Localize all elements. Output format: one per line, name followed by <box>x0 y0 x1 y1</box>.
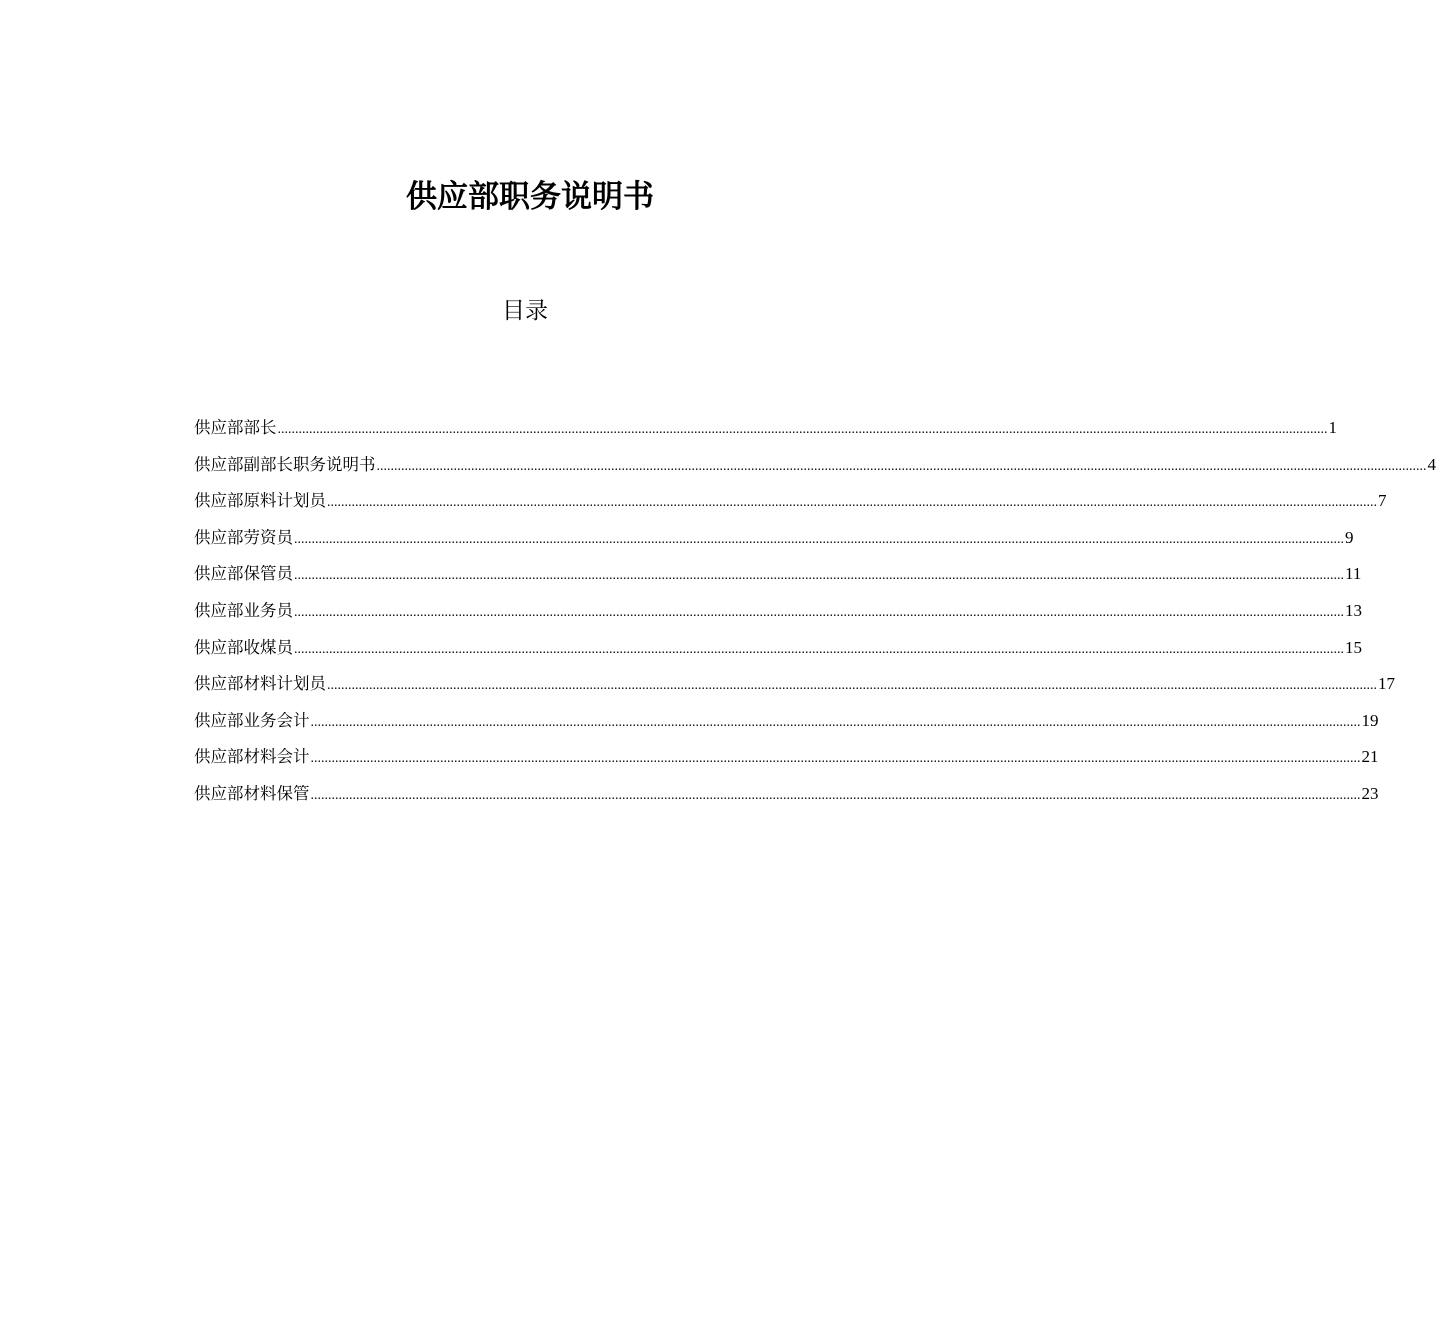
toc-heading: 目录 <box>502 298 548 324</box>
toc-leader-dots: ............................................................................................................................................................................................................................................................................................................ <box>294 604 1344 620</box>
toc-leader-dots: ............................................................................................................................................................................................................................................................................................................ <box>294 568 1344 584</box>
toc-entry-label: 供应部副部长职务说明书 <box>194 454 376 474</box>
toc-entry-label: 供应部部长 <box>194 418 277 437</box>
toc-entry-page: 19 <box>1361 710 1379 730</box>
toc-leader-dots: ............................................................................................................................................................................................................................................................................................................ <box>327 495 1377 511</box>
toc-entry-label: 供应部材料计划员 <box>194 674 326 694</box>
toc-entry[interactable] <box>194 630 1362 667</box>
toc-entry[interactable] <box>194 483 1387 520</box>
document-title: 供应部职务说明书 <box>406 179 654 215</box>
toc-entry-label: 供应部保管员 <box>194 564 293 584</box>
toc-entry-page: 9 <box>1345 527 1354 547</box>
toc-entry-page: 15 <box>1345 637 1362 657</box>
toc-entry[interactable] <box>194 666 1395 703</box>
toc-entry-page: 23 <box>1361 783 1379 803</box>
toc-entry[interactable] <box>194 739 1379 776</box>
toc-entry-page: 13 <box>1345 600 1362 620</box>
toc-entry-label: 供应部业务会计 <box>194 710 310 730</box>
toc-entry-label: 供应部业务员 <box>194 600 293 620</box>
toc-entry-label: 供应部原料计划员 <box>194 491 326 511</box>
toc-entry[interactable] <box>194 593 1362 630</box>
toc-entry[interactable] <box>194 447 1436 484</box>
toc-entry[interactable] <box>194 556 1362 593</box>
toc-entry-label: 供应部收煤员 <box>194 637 293 657</box>
toc-leader-dots: ............................................................................................................................................................................................................................................................................................................ <box>376 458 1427 474</box>
toc-entry[interactable] <box>194 703 1379 740</box>
toc-entry-label: 供应部材料保管 <box>194 783 310 803</box>
toc-leader-dots: ............................................................................................................................................................................................................................................................................................................ <box>294 531 1344 547</box>
toc-leader-dots: ............................................................................................................................................................................................................................................................................................................ <box>310 714 1361 730</box>
toc-leader-dots: ............................................................................................................................................................................................................................................................................................................ <box>310 787 1361 803</box>
toc-entry-page: 11 <box>1345 564 1362 584</box>
toc-entry[interactable] <box>194 520 1354 557</box>
toc-entry[interactable] <box>194 776 1379 813</box>
toc-entry-page: 7 <box>1378 491 1387 511</box>
toc-entry-page: 1 <box>1328 418 1337 437</box>
toc-entry-page: 21 <box>1361 747 1379 767</box>
toc-leader-dots: ............................................................................................................................................................................................................................................................................................................ <box>277 422 1328 437</box>
toc-leader-dots: ............................................................................................................................................................................................................................................................................................................ <box>294 641 1344 657</box>
toc-entry-page: 17 <box>1378 674 1395 694</box>
toc-leader-dots: ............................................................................................................................................................................................................................................................................................................ <box>310 751 1361 767</box>
toc-leader-dots: ............................................................................................................................................................................................................................................................................................................ <box>327 678 1377 694</box>
table-of-contents <box>194 410 1436 813</box>
toc-entry-label: 供应部材料会计 <box>194 747 310 767</box>
toc-entry-label: 供应部劳资员 <box>194 527 293 547</box>
toc-entry-page: 4 <box>1427 454 1436 474</box>
toc-entry[interactable] <box>194 410 1337 447</box>
